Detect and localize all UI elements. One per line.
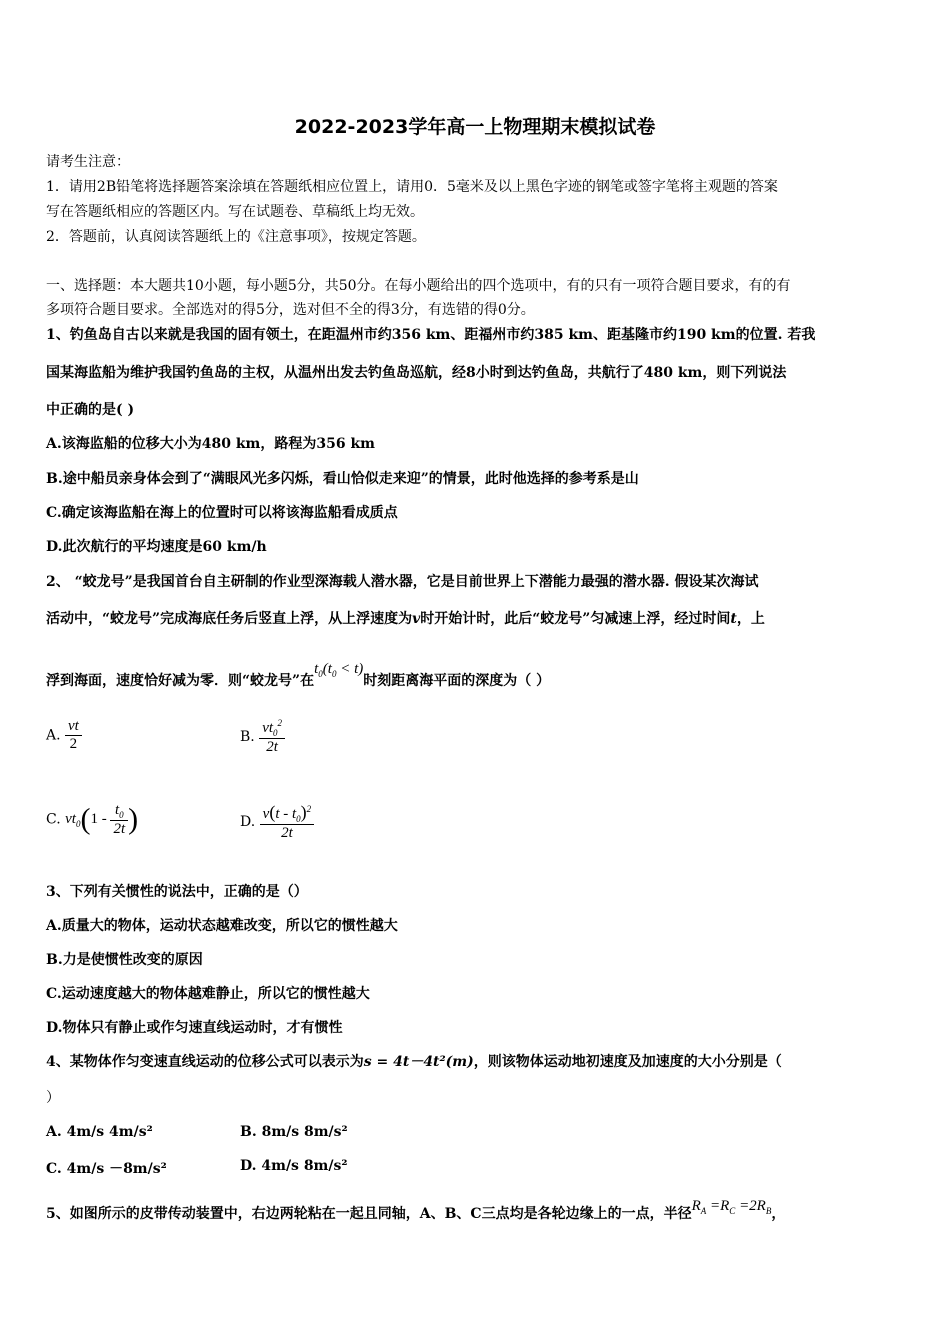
- notice-line-1: 1．请用2B铅笔将选择题答案涂填在答题纸相应位置上，请用0．5毫米及以上黑色字迹的钢笔或签字笔将主观题的答案: [46, 179, 778, 195]
- q1-option-d: D.此次航行的平均速度是60 km/h: [46, 539, 267, 555]
- notice-line-1b: 写在答题纸相应的答题区内。写在试题卷、草稿纸上均无效。: [46, 204, 424, 220]
- q1-option-c: C.确定该海监船在海上的位置时可以将该海监船看成质点: [46, 505, 398, 521]
- q2-option-a: [46, 718, 82, 753]
- q2-stem-2a: 活动中，“蛟龙号”完成海底任务后竖直上浮，从上浮速度为: [46, 611, 413, 627]
- q5-stem-a: 5、如图所示的皮带传动装置中，右边两轮粘在一起且同轴，A、B、C三点均是各轮边缘上的一点，半径: [46, 1206, 692, 1222]
- q2-option-c: [46, 802, 138, 838]
- q2-option-c-label: C.: [46, 811, 61, 828]
- q2-t0-formula: $t_0(t_0 < t)$: [314, 661, 364, 679]
- q4-formula: s = 4t－4t²(m): [363, 1054, 474, 1070]
- q5-stem-b: ，: [771, 1206, 786, 1222]
- q2-option-a-label: A.: [46, 727, 61, 744]
- q2-stem-2: 活动中，“蛟龙号”完成海底任务后竖直上浮，从上浮速度为v时开始计时，此后“蛟龙号”匀减速上浮，经过时间t，上: [46, 611, 765, 627]
- q2-stem-1: 2、 “蛟龙号”是我国首台自主研制的作业型深海载人潜水器，它是目前世界上下潜能力最强的潜水器. 假设某次海试: [46, 574, 759, 590]
- q5-radius-formula: $R_A =R_C =2R_B$: [691, 1198, 772, 1216]
- q4-stem-a: 4、某物体作匀变速直线运动的位移公式可以表示为: [46, 1054, 364, 1070]
- q1-option-b: B.途中船员亲身体会到了“满眼风光多闪烁，看山恰似走来迎”的情景，此时他选择的参考系是山: [46, 471, 639, 487]
- q1-stem-1: 1、钓鱼岛自古以来就是我国的固有领土，在距温州市约356 km、距福州市约385 km、距基隆市约190 km的位置. 若我: [46, 327, 816, 343]
- q4-option-c: C. 4m/s －8m/s²: [46, 1161, 167, 1177]
- q2-option-a-formula: $\frac{vt}{2}$: [65, 718, 82, 753]
- q4-option-a: A. 4m/s 4m/s²: [46, 1124, 153, 1140]
- q2-option-c-formula: $vt_0(1$ - $\frac{t_0}{2t}$ ): [65, 802, 139, 837]
- q2-option-d-label: D.: [240, 814, 256, 830]
- q4-stem: [46, 1052, 782, 1072]
- q4-stem-b: ，则该物体运动地初速度及加速度的大小分别是（: [473, 1054, 782, 1070]
- section-heading-2: 多项符合题目要求。全部选对的得5分，选对但不全的得3分，有选错的得0分。: [46, 302, 535, 318]
- q3-stem: 3、下列有关惯性的说法中，正确的是（）: [46, 884, 308, 900]
- q3-option-a: A.质量大的物体，运动状态越难改变，所以它的惯性越大: [46, 918, 398, 934]
- q5-stem: [46, 1198, 786, 1229]
- notice-heading: 请考生注意：: [46, 154, 130, 170]
- q1-option-a: A.该海监船的位移大小为480 km，路程为356 km: [46, 436, 375, 452]
- section-heading-1: 一、选择题：本大题共10小题，每小题5分，共50分。在每小题给出的四个选项中，有的只有一项符合题目要求，有的有: [46, 278, 791, 294]
- q1-stem-2: 国某海监船为维护我国钓鱼岛的主权，从温州出发去钓鱼岛巡航，经8小时到达钓鱼岛，共航行了480 km，则下列说法: [46, 365, 787, 381]
- q1-stem-3: 中正确的是( ): [46, 402, 135, 418]
- page-title: 2022-2023学年高一上物理期末模拟试卷: [294, 116, 656, 138]
- q3-option-d: D.物体只有静止或作匀速直线运动时，才有惯性: [46, 1020, 343, 1036]
- q2-option-d: [240, 802, 314, 842]
- notice-line-2: 2．答题前，认真阅读答题纸上的《注意事项》，按规定答题。: [46, 229, 426, 245]
- q2-option-b-formula: $\frac{vt_0^2}{2t}$: [259, 718, 285, 756]
- q4-option-d: D. 4m/s 8m/s²: [240, 1158, 348, 1174]
- q2-stem-3a: 浮到海面，速度恰好减为零．则“蛟龙号”在: [46, 673, 315, 689]
- q2-option-d-formula: $\frac{v(t - t_0)^2}{2t}$: [260, 802, 315, 842]
- q3-option-c: C.运动速度越大的物体越难静止，所以它的惯性越大: [46, 986, 370, 1002]
- q4-stem-end: ）: [46, 1090, 60, 1106]
- q2-option-b-label: B.: [240, 729, 255, 745]
- q2-option-b: [240, 718, 285, 756]
- q4-option-b: B. 8m/s 8m/s²: [240, 1124, 348, 1140]
- q2-stem-3b: 时刻距离海平面的深度为（ ）: [363, 673, 551, 689]
- q2-stem-3: [46, 661, 551, 696]
- q2-stem-2b: 时开始计时，此后“蛟龙号”匀减速上浮，经过时间: [420, 611, 731, 627]
- q3-option-b: B.力是使惯性改变的原因: [46, 952, 203, 968]
- q2-stem-2c: ，上: [736, 611, 765, 627]
